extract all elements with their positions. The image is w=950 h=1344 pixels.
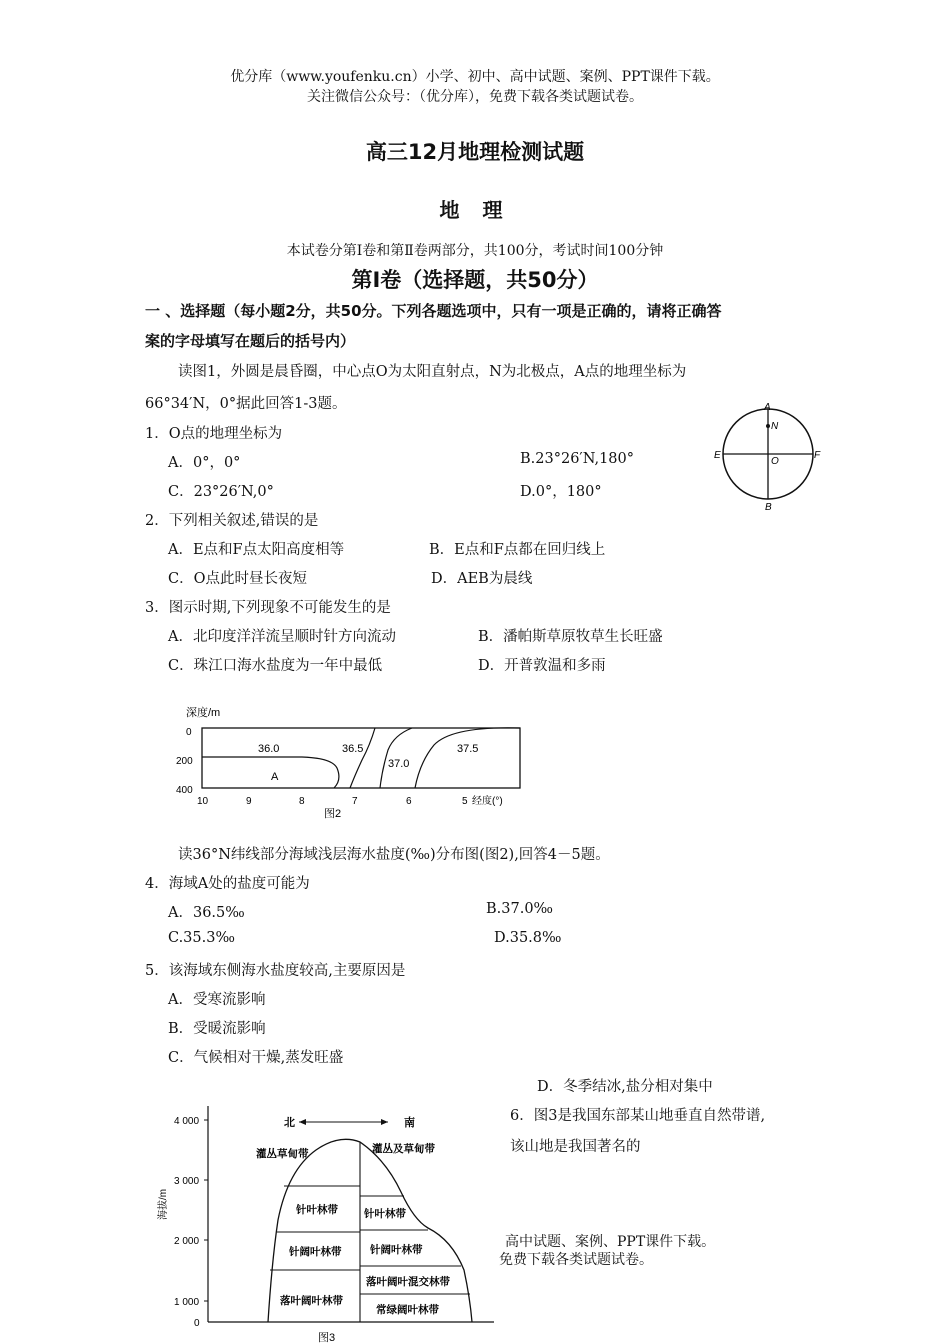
fig3-right-zone-3: 针阔叶林带 — [370, 1244, 423, 1256]
fig2-point-a: A — [271, 771, 279, 783]
fig3-left-zone-1: 灌丛草甸带 — [256, 1148, 309, 1160]
fig3-ytick-3000: 3 000 — [174, 1176, 200, 1187]
intro1-line1: 读图1，外圆是晨昏圈，中心点O为太阳直射点，N为北极点，A点的地理坐标为 — [178, 364, 687, 380]
fig3-right-zone-4: 落叶阔叶混交林带 — [366, 1276, 450, 1288]
q4-option-a[interactable]: A．36.5‰ — [168, 905, 245, 921]
fig2-ytick-0: 0 — [186, 727, 192, 738]
q1-option-b[interactable]: B.23°26′N,180° — [520, 451, 635, 467]
fig3-caption: 图3 — [318, 1332, 336, 1344]
figure-1-terminator-circle — [708, 400, 828, 512]
fig2-xtick-10: 10 — [197, 796, 209, 807]
site-header-line1: 优分库（www.youfenku.cn）小学、初中、高中试题、案例、PPT课件下载。 — [230, 69, 720, 85]
fig1-label-a: A — [764, 402, 771, 413]
fig1-label-o: O — [771, 456, 779, 467]
q3-option-b[interactable]: B．潘帕斯草原牧草生长旺盛 — [478, 629, 663, 645]
q3-option-c[interactable]: C．珠江口海水盐度为一年中最低 — [168, 658, 383, 674]
q1-option-d[interactable]: D.0°，180° — [520, 484, 602, 500]
exam-note: 本试卷分第Ⅰ卷和第Ⅱ卷两部分，共100分，考试时间100分钟 — [286, 243, 664, 259]
isoline-label-36-5: 36.5 — [342, 743, 364, 755]
isoline-37-5 — [415, 728, 520, 788]
fig3-right-zone-1: 灌丛及草甸带 — [372, 1143, 435, 1155]
q6-stem-line1: 6．图3是我国东部某山地垂直自然带谱, — [510, 1108, 766, 1124]
fig2-xlabel: 经度(°) — [472, 796, 503, 807]
fig3-ytick-2000: 2 000 — [174, 1236, 200, 1247]
fig2-ylabel: 深度/m — [186, 707, 221, 719]
q6-stem-line2: 该山地是我国著名的 — [510, 1139, 641, 1155]
fig2-ytick-400: 400 — [176, 785, 193, 796]
fig3-left-zone-2: 针叶林带 — [296, 1204, 338, 1216]
q5-stem: 5．该海域东侧海水盐度较高,主要原因是 — [145, 963, 406, 979]
q2-option-a[interactable]: A．E点和F点太阳高度相等 — [168, 542, 345, 558]
fig2-ytick-200: 200 — [176, 756, 193, 767]
q4-stem: 4．海域A处的盐度可能为 — [145, 876, 310, 892]
intro1-line2: 66°34′N，0°据此回答1-3题。 — [145, 396, 347, 412]
q5-option-a[interactable]: A．受寒流影响 — [168, 992, 266, 1008]
fig1-label-n: N — [771, 421, 779, 432]
fig1-label-b: B — [765, 502, 772, 512]
q2-option-b[interactable]: B．E点和F点都在回归线上 — [429, 542, 606, 558]
isoline-label-37-0: 37.0 — [388, 758, 410, 770]
q1-stem: 1．O点的地理坐标为 — [145, 426, 283, 442]
fig3-ytick-1000: 1 000 — [174, 1297, 200, 1308]
section1-instruction-line2: 案的字母填写在题后的括号内） — [145, 332, 356, 350]
q2-option-c[interactable]: C．O点此时昼长夜短 — [168, 571, 307, 587]
isoline-label-36-0: 36.0 — [258, 743, 280, 755]
figure-3-vertical-zones — [156, 1100, 501, 1344]
q4-option-d[interactable]: D.35.8‰ — [494, 930, 562, 946]
fig2-xtick-8: 8 — [299, 796, 305, 807]
intro2: 读36°N纬线部分海域浅层海水盐度(‰)分布图(图2),回答4－5题。 — [178, 847, 610, 863]
part1-title: 第Ⅰ卷（选择题，共50分） — [351, 268, 599, 292]
q3-option-d[interactable]: D．开普敦温和多雨 — [478, 658, 606, 674]
figure-2-salinity-profile — [172, 700, 532, 822]
q1-option-a[interactable]: A．0°，0° — [168, 455, 241, 471]
fig2-xtick-5: 5 — [462, 796, 468, 807]
site-header-line2: 关注微信公众号：（优分库），免费下载各类试题试卷。 — [307, 89, 643, 105]
q4-option-c[interactable]: C.35.3‰ — [168, 930, 235, 946]
subject-title: 地 理 — [439, 198, 511, 222]
q1-option-c[interactable]: C．23°26′N,0° — [168, 484, 274, 500]
q2-stem: 2．下列相关叙述,错误的是 — [145, 513, 319, 529]
fig3-right-zone-5: 常绿阔叶林带 — [376, 1304, 439, 1316]
q3-stem: 3．图示时期,下列现象不可能发生的是 — [145, 600, 391, 616]
footer-line1: 高中试题、案例、PPT课件下载。 — [505, 1234, 716, 1250]
fig2-caption: 图2 — [324, 808, 342, 820]
fig1-label-e: E — [714, 450, 721, 461]
section1-instruction-line1: 一 、选择题（每小题2分，共50分。下列各题选项中，只有一项是正确的，请将正确答 — [145, 302, 722, 320]
fig3-left-zone-4: 落叶阔叶林带 — [280, 1295, 343, 1307]
fig3-ylabel: 海拔/m — [158, 1188, 169, 1220]
fig3-ytick-0: 0 — [194, 1318, 200, 1329]
q3-option-a[interactable]: A．北印度洋洋流呈顺时针方向流动 — [168, 629, 396, 645]
fig3-left-zone-3: 针阔叶林带 — [289, 1246, 342, 1258]
q4-option-b[interactable]: B.37.0‰ — [486, 901, 554, 917]
fig2-xtick-6: 6 — [406, 796, 412, 807]
fig2-xtick-9: 9 — [246, 796, 252, 807]
fig3-north: 北 — [284, 1117, 295, 1129]
footer-line2: 免费下载各类试题试卷。 — [499, 1252, 653, 1268]
q5-option-c[interactable]: C．气候相对干燥,蒸发旺盛 — [168, 1050, 344, 1066]
fig1-label-f: F — [814, 450, 821, 461]
fig3-south: 南 — [404, 1117, 415, 1129]
q5-option-b[interactable]: B．受暖流影响 — [168, 1021, 266, 1037]
fig3-ytick-4000: 4 000 — [174, 1116, 200, 1127]
isoline-36-5 — [350, 728, 375, 788]
fig3-right-zone-2: 针叶林带 — [364, 1208, 406, 1220]
isoline-label-37-5: 37.5 — [457, 743, 479, 755]
q5-option-d[interactable]: D．冬季结冰,盐分相对集中 — [537, 1079, 713, 1095]
q2-option-d[interactable]: D．AEB为晨线 — [431, 571, 533, 587]
exam-title: 高三12月地理检测试题 — [365, 140, 585, 164]
fig2-xtick-7: 7 — [352, 796, 358, 807]
